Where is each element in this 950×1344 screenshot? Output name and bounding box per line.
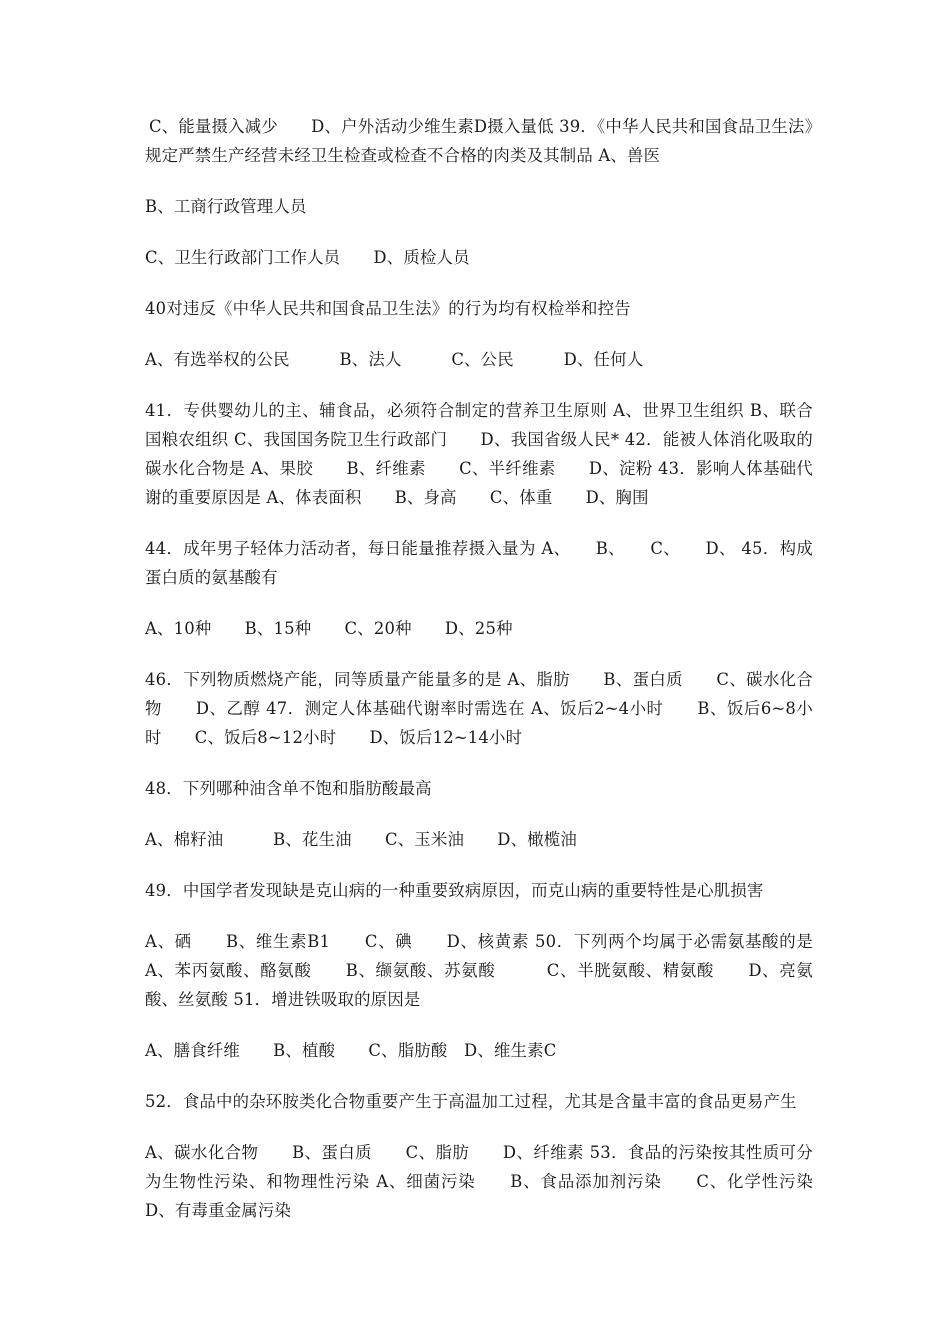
- paragraph-q39-option-b: B、工商行政管理人员: [145, 197, 307, 216]
- paragraph-q49-q51: A、硒 B、维生素B1 C、碘 D、核黄素 50．下列两个均属于必需氨基酸的是 A、苯丙氨酸、酪氨酸 B、缬氨酸、苏氨酸 C、半胱氨酸、精氨酸 D、亮氨酸、丝氨酸 51．增进铁吸取的原因是: [145, 932, 813, 1009]
- paragraph-q46-q47: 46．下列物质燃烧产能，同等质量产能量多的是 A、脂肪 B、蛋白质 C、碳水化合物 D、乙醇 47．测定人体基础代谢率时需选在 A、饭后2~4小时 B、饭后6~8小时 C、饭后8~12小时 D、饭后12~14小时: [145, 670, 813, 747]
- document-page: [145, 112, 813, 1247]
- paragraph-q48: 48．下列哪种油含单不饱和脂肪酸最高: [145, 779, 432, 798]
- paragraph-q51-options: A、膳食纤维 B、植酸 C、脂肪酸 D、维生素C: [145, 1041, 557, 1060]
- paragraph-q44-q45: 44．成年男子轻体力活动者，每日能量推荐摄入量为 A、 B、 C、 D、 45．构成蛋白质的氨基酸有: [145, 539, 813, 587]
- paragraph-q39-options-c-d: C、卫生行政部门工作人员 D、质检人员: [145, 248, 470, 267]
- paragraph-q38-q39: C、能量摄入减少 D、户外活动少维生素D摄入量低 39．《中华人民共和国食品卫生法》规定严禁生产经营未经卫生检查或检查不合格的肉类及其制品 A、兽医: [145, 117, 813, 165]
- paragraph-q40-options: A、有选举权的公民 B、法人 C、公民 D、任何人: [145, 350, 644, 369]
- paragraph-q52-q53: A、碳水化合物 B、蛋白质 C、脂肪 D、纤维素 53．食品的污染按其性质可分为生物性污染、和物理性污染 A、细菌污染 B、食品添加剂污染 C、化学性污染 D、有毒重金属污染: [145, 1143, 813, 1220]
- paragraph-q45-options: A、10种 B、15种 C、20种 D、25种: [145, 619, 513, 638]
- paragraph-q52: 52．食品中的杂环胺类化合物重要产生于高温加工过程，尤其是含量丰富的食品更易产生: [145, 1092, 797, 1111]
- paragraph-q40: 40对违反《中华人民共和国食品卫生法》的行为均有权检举和控告: [145, 299, 631, 318]
- paragraph-q48-options: A、棉籽油 B、花生油 C、玉米油 D、橄榄油: [145, 830, 577, 849]
- paragraph-q41-q43: 41．专供婴幼儿的主、辅食品，必须符合制定的营养卫生原则 A、世界卫生组织 B、联合国粮农组织 C、我国国务院卫生行政部门 D、我国省级人民* 42．能被人体消化吸取的碳水化合物是 A、果胶 B、纤维素 C、半纤维素 D、淀粉 43．影响人体基础代谢的重要原因是 A、体表面积 B、身高 C、体重 D、胸围: [145, 401, 813, 507]
- paragraph-q49: 49．中国学者发现缺是克山病的一种重要致病原因，而克山病的重要特性是心肌损害: [145, 881, 764, 900]
